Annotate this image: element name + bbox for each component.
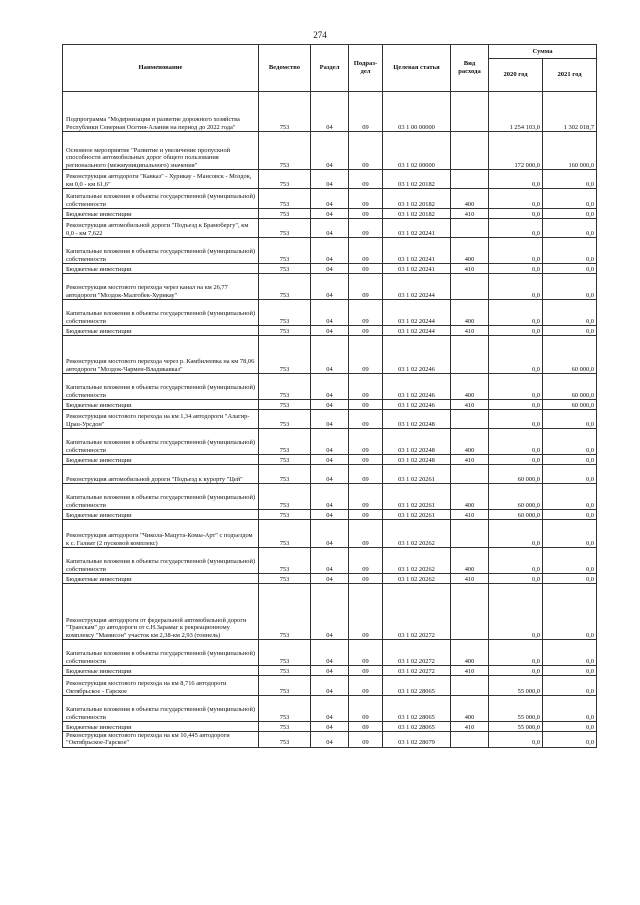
row-amount-2021: 60 000,0 xyxy=(543,400,597,410)
row-podrazdel: 09 xyxy=(349,640,383,666)
row-razdel: 04 xyxy=(311,219,349,238)
row-amount-2020: 55 000,0 xyxy=(489,722,543,732)
row-podrazdel: 09 xyxy=(349,274,383,300)
row-razdel: 04 xyxy=(311,574,349,584)
table-row xyxy=(63,300,597,326)
row-amount-2021: 1 302 018,7 xyxy=(543,92,597,132)
row-amount-2020: 0,0 xyxy=(489,219,543,238)
row-name: Реконструкция мостового перехода через р. Камбилеевка на км 78,06 автодороги "Моздок-Чармен-Владикавказ" xyxy=(63,336,259,374)
row-vid-raskhoda xyxy=(451,676,489,696)
row-vedomstvo: 753 xyxy=(259,429,311,455)
row-tselevaya-statya: 03 1 02 28065 xyxy=(383,696,451,722)
row-tselevaya-statya: 03 1 02 20248 xyxy=(383,410,451,429)
table-row xyxy=(63,219,597,238)
table-row xyxy=(63,510,597,520)
row-podrazdel: 09 xyxy=(349,92,383,132)
row-name: Капитальные вложения в объекты государственной (муниципальной) собственности xyxy=(63,374,259,400)
row-podrazdel: 09 xyxy=(349,300,383,326)
row-amount-2021: 0,0 xyxy=(543,574,597,584)
page-number: 274 xyxy=(313,30,327,40)
table-header xyxy=(63,45,597,92)
row-razdel: 04 xyxy=(311,92,349,132)
row-vid-raskhoda xyxy=(451,336,489,374)
budget-table xyxy=(62,44,597,748)
row-razdel: 04 xyxy=(311,510,349,520)
row-vid-raskhoda xyxy=(451,732,489,748)
row-tselevaya-statya: 03 1 02 20272 xyxy=(383,584,451,640)
row-vid-raskhoda xyxy=(451,132,489,170)
row-tselevaya-statya: 03 1 02 20246 xyxy=(383,400,451,410)
row-amount-2021: 0,0 xyxy=(543,484,597,510)
table-row xyxy=(63,455,597,465)
row-vedomstvo: 753 xyxy=(259,238,311,264)
row-podrazdel: 09 xyxy=(349,584,383,640)
row-podrazdel: 09 xyxy=(349,400,383,410)
row-podrazdel: 09 xyxy=(349,189,383,209)
table-row xyxy=(63,336,597,374)
row-name: Реконструкция автомобильной дороги "Подъезд к курорту "Цей" xyxy=(63,465,259,484)
row-name: Реконструкция автодороги от федеральной автомобильной дороги "Транскам" до автодороги от с.Н.Зарамаг к рекреационному комплексу "Мамисон" участок км 2,38-км 2,93 (тоннель) xyxy=(63,584,259,640)
row-amount-2020: 1 254 103,0 xyxy=(489,92,543,132)
row-amount-2020: 0,0 xyxy=(489,666,543,676)
row-podrazdel: 09 xyxy=(349,510,383,520)
table-row xyxy=(63,238,597,264)
row-vedomstvo: 753 xyxy=(259,732,311,748)
row-amount-2020: 0,0 xyxy=(489,455,543,465)
row-amount-2021: 0,0 xyxy=(543,640,597,666)
row-amount-2020: 55 000,0 xyxy=(489,696,543,722)
row-razdel: 04 xyxy=(311,326,349,336)
header-2020: 2020 год xyxy=(489,59,543,92)
row-vid-raskhoda: 410 xyxy=(451,326,489,336)
row-vid-raskhoda: 410 xyxy=(451,209,489,219)
row-amount-2020: 55 000,0 xyxy=(489,676,543,696)
row-razdel: 04 xyxy=(311,455,349,465)
row-tselevaya-statya: 03 1 02 28065 xyxy=(383,722,451,732)
row-amount-2021: 0,0 xyxy=(543,666,597,676)
row-name: Реконструкция автодороги "Чиколa-Мацута-Комы-Арт" с подъездом к с. Галиат (2 пусковой комплекс) xyxy=(63,520,259,548)
row-name: Подпрограмма "Модернизация и развитие дорожного хозяйства Республики Северная Осетия-Алания на период до 2022 года" xyxy=(63,92,259,132)
header-vid-raskhoda: Вид расхода xyxy=(451,45,489,92)
row-amount-2020: 0,0 xyxy=(489,548,543,574)
row-amount-2021: 0,0 xyxy=(543,696,597,722)
row-razdel: 04 xyxy=(311,300,349,326)
table-row xyxy=(63,132,597,170)
row-razdel: 04 xyxy=(311,400,349,410)
row-amount-2021: 0,0 xyxy=(543,264,597,274)
row-vid-raskhoda xyxy=(451,584,489,640)
row-podrazdel: 09 xyxy=(349,484,383,510)
row-amount-2021: 0,0 xyxy=(543,732,597,748)
row-podrazdel: 09 xyxy=(349,455,383,465)
row-vedomstvo: 753 xyxy=(259,484,311,510)
row-razdel: 04 xyxy=(311,484,349,510)
row-vid-raskhoda: 400 xyxy=(451,696,489,722)
row-tselevaya-statya: 03 1 02 20261 xyxy=(383,465,451,484)
row-tselevaya-statya: 03 1 02 20262 xyxy=(383,574,451,584)
table-body xyxy=(63,92,597,748)
table-row xyxy=(63,92,597,132)
row-podrazdel: 09 xyxy=(349,132,383,170)
row-amount-2021: 60 000,0 xyxy=(543,374,597,400)
row-amount-2021: 0,0 xyxy=(543,455,597,465)
row-amount-2021: 0,0 xyxy=(543,410,597,429)
row-vedomstvo: 753 xyxy=(259,264,311,274)
table-row xyxy=(63,574,597,584)
row-razdel: 04 xyxy=(311,732,349,748)
row-tselevaya-statya: 03 1 02 20272 xyxy=(383,666,451,676)
row-amount-2020: 60 000,0 xyxy=(489,465,543,484)
row-podrazdel: 09 xyxy=(349,676,383,696)
row-amount-2021: 0,0 xyxy=(543,326,597,336)
header-vedomstvo: Ведомство xyxy=(259,45,311,92)
row-amount-2020: 0,0 xyxy=(489,300,543,326)
table-row xyxy=(63,696,597,722)
row-vid-raskhoda xyxy=(451,274,489,300)
row-razdel: 04 xyxy=(311,584,349,640)
row-amount-2020: 0,0 xyxy=(489,170,543,189)
header-podrazdel: Подраз-дел xyxy=(349,45,383,92)
row-razdel: 04 xyxy=(311,132,349,170)
row-name: Основное мероприятие "Развитие и увеличение пропускной способности автомобильных дорог общего пользования регионального (межмуниципального) значения" xyxy=(63,132,259,170)
table-row xyxy=(63,410,597,429)
row-vid-raskhoda: 400 xyxy=(451,189,489,209)
table-row xyxy=(63,189,597,209)
row-vid-raskhoda: 410 xyxy=(451,455,489,465)
row-podrazdel: 09 xyxy=(349,374,383,400)
row-amount-2021: 0,0 xyxy=(543,584,597,640)
header-2021: 2021 год xyxy=(543,59,597,92)
table-row xyxy=(63,722,597,732)
row-tselevaya-statya: 03 1 02 20248 xyxy=(383,429,451,455)
row-amount-2021: 0,0 xyxy=(543,219,597,238)
table-row xyxy=(63,264,597,274)
table-row xyxy=(63,584,597,640)
row-vid-raskhoda: 400 xyxy=(451,484,489,510)
row-name: Капитальные вложения в объекты государственной (муниципальной) собственности xyxy=(63,548,259,574)
table-row xyxy=(63,374,597,400)
row-amount-2020: 0,0 xyxy=(489,238,543,264)
row-vedomstvo: 753 xyxy=(259,374,311,400)
header-name: Наименование xyxy=(63,45,259,92)
row-razdel: 04 xyxy=(311,640,349,666)
row-vedomstvo: 753 xyxy=(259,300,311,326)
row-name: Бюджетные инвестиции xyxy=(63,574,259,584)
row-vedomstvo: 753 xyxy=(259,666,311,676)
row-podrazdel: 09 xyxy=(349,732,383,748)
row-amount-2020: 0,0 xyxy=(489,429,543,455)
row-name: Реконструкция мостового перехода на км 1,34 автодороги "Алагир-Цраu-Урсдон" xyxy=(63,410,259,429)
table-row xyxy=(63,170,597,189)
row-tselevaya-statya: 03 1 00 00000 xyxy=(383,92,451,132)
row-name: Бюджетные инвестиции xyxy=(63,455,259,465)
row-name: Бюджетные инвестиции xyxy=(63,209,259,219)
row-name: Бюджетные инвестиции xyxy=(63,264,259,274)
table-row xyxy=(63,548,597,574)
row-tselevaya-statya: 03 1 02 20244 xyxy=(383,274,451,300)
row-name: Бюджетные инвестиции xyxy=(63,326,259,336)
row-amount-2020: 0,0 xyxy=(489,189,543,209)
row-razdel: 04 xyxy=(311,676,349,696)
row-amount-2021: 0,0 xyxy=(543,274,597,300)
row-podrazdel: 09 xyxy=(349,264,383,274)
row-name: Реконструкция мостового перехода на км 10,445 автодороги "Октябрьское-Гарское" xyxy=(63,732,259,748)
table-row xyxy=(63,640,597,666)
row-name: Реконструкция автомобильной дороги "Подъезд к Брамобергу", км 0,0 - км 7,622 xyxy=(63,219,259,238)
row-amount-2021: 160 000,0 xyxy=(543,132,597,170)
row-vedomstvo: 753 xyxy=(259,676,311,696)
row-amount-2021: 0,0 xyxy=(543,189,597,209)
row-razdel: 04 xyxy=(311,410,349,429)
row-vedomstvo: 753 xyxy=(259,510,311,520)
row-amount-2021: 0,0 xyxy=(543,548,597,574)
row-vedomstvo: 753 xyxy=(259,548,311,574)
row-vedomstvo: 753 xyxy=(259,574,311,584)
row-razdel: 04 xyxy=(311,238,349,264)
row-podrazdel: 09 xyxy=(349,219,383,238)
table-row xyxy=(63,209,597,219)
row-name: Бюджетные инвестиции xyxy=(63,722,259,732)
row-tselevaya-statya: 03 1 02 28065 xyxy=(383,676,451,696)
row-tselevaya-statya: 03 1 02 20241 xyxy=(383,238,451,264)
row-name: Капитальные вложения в объекты государственной (муниципальной) собственности xyxy=(63,484,259,510)
row-razdel: 04 xyxy=(311,429,349,455)
row-vedomstvo: 753 xyxy=(259,189,311,209)
row-amount-2020: 0,0 xyxy=(489,264,543,274)
row-vid-raskhoda xyxy=(451,92,489,132)
table-row xyxy=(63,429,597,455)
row-amount-2021: 0,0 xyxy=(543,238,597,264)
row-tselevaya-statya: 03 1 02 28079 xyxy=(383,732,451,748)
row-podrazdel: 09 xyxy=(349,722,383,732)
row-tselevaya-statya: 03 1 02 20244 xyxy=(383,326,451,336)
row-tselevaya-statya: 03 1 02 20262 xyxy=(383,520,451,548)
row-vedomstvo: 753 xyxy=(259,722,311,732)
row-vedomstvo: 753 xyxy=(259,520,311,548)
row-vid-raskhoda: 410 xyxy=(451,510,489,520)
row-razdel: 04 xyxy=(311,336,349,374)
row-podrazdel: 09 xyxy=(349,209,383,219)
row-tselevaya-statya: 03 1 02 20182 xyxy=(383,170,451,189)
row-razdel: 04 xyxy=(311,722,349,732)
header-razdel: Раздел xyxy=(311,45,349,92)
row-podrazdel: 09 xyxy=(349,410,383,429)
row-razdel: 04 xyxy=(311,548,349,574)
row-podrazdel: 09 xyxy=(349,520,383,548)
table-row xyxy=(63,520,597,548)
row-vid-raskhoda xyxy=(451,410,489,429)
row-amount-2020: 0,0 xyxy=(489,336,543,374)
row-amount-2020: 0,0 xyxy=(489,326,543,336)
row-podrazdel: 09 xyxy=(349,696,383,722)
row-amount-2020: 0,0 xyxy=(489,574,543,584)
row-tselevaya-statya: 03 1 02 20246 xyxy=(383,374,451,400)
row-razdel: 04 xyxy=(311,264,349,274)
row-vid-raskhoda: 400 xyxy=(451,300,489,326)
row-vedomstvo: 753 xyxy=(259,455,311,465)
row-vedomstvo: 753 xyxy=(259,696,311,722)
row-vid-raskhoda xyxy=(451,170,489,189)
row-amount-2020: 60 000,0 xyxy=(489,484,543,510)
row-amount-2021: 0,0 xyxy=(543,300,597,326)
row-amount-2020: 0,0 xyxy=(489,732,543,748)
row-podrazdel: 09 xyxy=(349,465,383,484)
row-amount-2020: 0,0 xyxy=(489,410,543,429)
row-amount-2020: 0,0 xyxy=(489,520,543,548)
table-row xyxy=(63,676,597,696)
row-tselevaya-statya: 03 1 02 20261 xyxy=(383,510,451,520)
row-amount-2021: 0,0 xyxy=(543,676,597,696)
row-vid-raskhoda: 410 xyxy=(451,722,489,732)
table-row xyxy=(63,484,597,510)
row-amount-2020: 172 000,0 xyxy=(489,132,543,170)
row-vedomstvo: 753 xyxy=(259,209,311,219)
row-vid-raskhoda: 400 xyxy=(451,429,489,455)
row-vedomstvo: 753 xyxy=(259,400,311,410)
row-amount-2021: 60 000,0 xyxy=(543,336,597,374)
row-amount-2021: 0,0 xyxy=(543,170,597,189)
row-podrazdel: 09 xyxy=(349,326,383,336)
row-amount-2020: 0,0 xyxy=(489,640,543,666)
row-vid-raskhoda: 410 xyxy=(451,666,489,676)
row-podrazdel: 09 xyxy=(349,170,383,189)
row-tselevaya-statya: 03 1 02 00000 xyxy=(383,132,451,170)
header-tselevaya-statya: Целевая статья xyxy=(383,45,451,92)
row-amount-2021: 0,0 xyxy=(543,510,597,520)
row-vid-raskhoda xyxy=(451,219,489,238)
row-vid-raskhoda: 410 xyxy=(451,264,489,274)
row-vedomstvo: 753 xyxy=(259,170,311,189)
row-name: Реконструкция автодороги "Кавказ" - Хурикау - Мансовск - Моздок, км 0,0 - км 61,6" xyxy=(63,170,259,189)
row-name: Капитальные вложения в объекты государственной (муниципальной) собственности xyxy=(63,238,259,264)
row-vedomstvo: 753 xyxy=(259,274,311,300)
row-vid-raskhoda xyxy=(451,520,489,548)
row-razdel: 04 xyxy=(311,666,349,676)
row-vedomstvo: 753 xyxy=(259,219,311,238)
row-amount-2020: 0,0 xyxy=(489,274,543,300)
row-amount-2020: 0,0 xyxy=(489,209,543,219)
row-amount-2021: 0,0 xyxy=(543,722,597,732)
row-razdel: 04 xyxy=(311,374,349,400)
row-vid-raskhoda xyxy=(451,465,489,484)
row-razdel: 04 xyxy=(311,465,349,484)
row-amount-2020: 0,0 xyxy=(489,400,543,410)
row-name: Капитальные вложения в объекты государственной (муниципальной) собственности xyxy=(63,189,259,209)
row-name: Реконструкция мостового перехода на км 8,716 автодороги Октябрьское - Гарское xyxy=(63,676,259,696)
row-podrazdel: 09 xyxy=(349,238,383,264)
row-vedomstvo: 753 xyxy=(259,465,311,484)
row-name: Капитальные вложения в объекты государственной (муниципальной) собственности xyxy=(63,696,259,722)
row-amount-2021: 0,0 xyxy=(543,209,597,219)
row-amount-2021: 0,0 xyxy=(543,465,597,484)
row-vid-raskhoda: 400 xyxy=(451,548,489,574)
row-razdel: 04 xyxy=(311,520,349,548)
row-vedomstvo: 753 xyxy=(259,326,311,336)
row-tselevaya-statya: 03 1 02 20246 xyxy=(383,336,451,374)
row-razdel: 04 xyxy=(311,189,349,209)
row-name: Бюджетные инвестиции xyxy=(63,510,259,520)
row-podrazdel: 09 xyxy=(349,574,383,584)
row-razdel: 04 xyxy=(311,170,349,189)
table-row xyxy=(63,326,597,336)
row-podrazdel: 09 xyxy=(349,429,383,455)
row-podrazdel: 09 xyxy=(349,666,383,676)
row-vedomstvo: 753 xyxy=(259,92,311,132)
row-amount-2021: 0,0 xyxy=(543,520,597,548)
row-tselevaya-statya: 03 1 02 20248 xyxy=(383,455,451,465)
row-vid-raskhoda: 400 xyxy=(451,374,489,400)
row-name: Бюджетные инвестиции xyxy=(63,666,259,676)
row-vedomstvo: 753 xyxy=(259,410,311,429)
table-row xyxy=(63,274,597,300)
row-vedomstvo: 753 xyxy=(259,640,311,666)
row-vid-raskhoda: 410 xyxy=(451,574,489,584)
row-name: Бюджетные инвестиции xyxy=(63,400,259,410)
row-vid-raskhoda: 400 xyxy=(451,238,489,264)
row-amount-2020: 0,0 xyxy=(489,374,543,400)
row-amount-2020: 0,0 xyxy=(489,584,543,640)
row-tselevaya-statya: 03 1 02 20262 xyxy=(383,548,451,574)
row-tselevaya-statya: 03 1 02 20261 xyxy=(383,484,451,510)
header-summa: Сумма xyxy=(489,45,597,59)
row-amount-2021: 0,0 xyxy=(543,429,597,455)
row-razdel: 04 xyxy=(311,274,349,300)
row-name: Капитальные вложения в объекты государственной (муниципальной) собственности xyxy=(63,300,259,326)
row-tselevaya-statya: 03 1 02 20241 xyxy=(383,264,451,274)
row-tselevaya-statya: 03 1 02 20182 xyxy=(383,189,451,209)
row-vedomstvo: 753 xyxy=(259,132,311,170)
row-razdel: 04 xyxy=(311,696,349,722)
row-name: Капитальные вложения в объекты государственной (муниципальной) собственности xyxy=(63,429,259,455)
table-row xyxy=(63,666,597,676)
row-podrazdel: 09 xyxy=(349,336,383,374)
row-tselevaya-statya: 03 1 02 20244 xyxy=(383,300,451,326)
row-tselevaya-statya: 03 1 02 20182 xyxy=(383,209,451,219)
row-vedomstvo: 753 xyxy=(259,584,311,640)
table-row xyxy=(63,465,597,484)
row-name: Капитальные вложения в объекты государственной (муниципальной) собственности xyxy=(63,640,259,666)
row-tselevaya-statya: 03 1 02 20272 xyxy=(383,640,451,666)
row-name: Реконструкция мостового перехода через канал на км 26,77 автодороги "Моздок-Малгобек-Хурикау" xyxy=(63,274,259,300)
row-vid-raskhoda: 410 xyxy=(451,400,489,410)
row-tselevaya-statya: 03 1 02 20241 xyxy=(383,219,451,238)
table-row xyxy=(63,400,597,410)
table-row xyxy=(63,732,597,748)
row-podrazdel: 09 xyxy=(349,548,383,574)
row-razdel: 04 xyxy=(311,209,349,219)
row-vid-raskhoda: 400 xyxy=(451,640,489,666)
row-vedomstvo: 753 xyxy=(259,336,311,374)
row-amount-2020: 60 000,0 xyxy=(489,510,543,520)
